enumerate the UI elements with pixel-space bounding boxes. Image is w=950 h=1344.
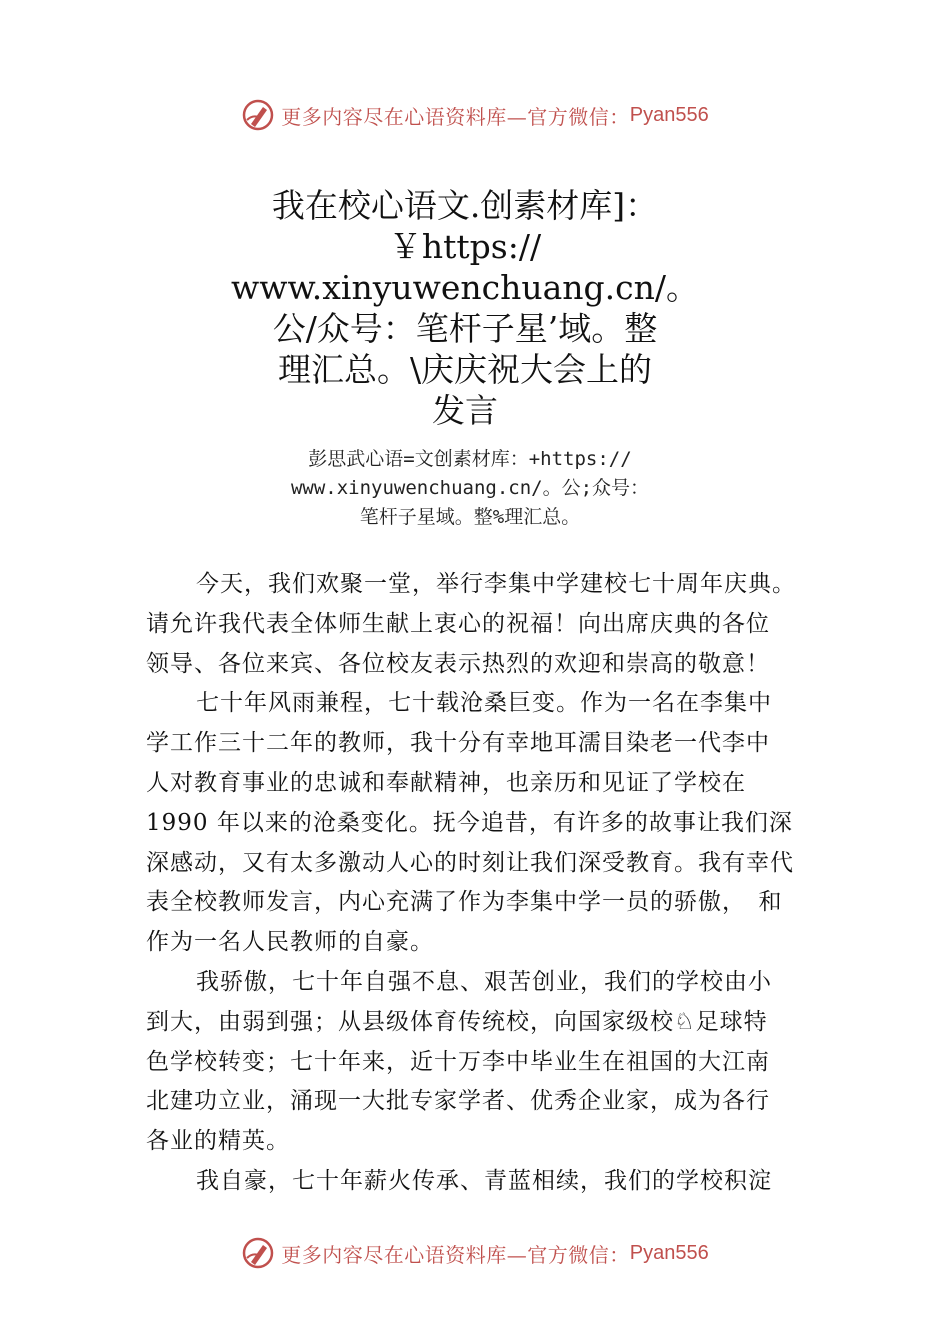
title-line: ￥https:// [388, 227, 542, 266]
header-watermark-banner [0, 95, 950, 135]
body-line: 我骄傲，七十年自强不息、艰苦创业，我们的学校由小 [196, 968, 772, 995]
banner-text: 更多内容尽在心语资料库—官方微信： [281, 104, 630, 129]
body-line: 今天，我们欢聚一堂，举行李集中学建校七十周年庆典。 [196, 571, 796, 597]
title-line: 公/众号：笔杆子星’域。整 [272, 309, 658, 348]
banner-contact: Pyan556 [629, 1241, 709, 1264]
body-line: 到大，由弱到强；从县级体育传统校，向国家级校♘足球特 [146, 1008, 768, 1035]
footer-watermark-banner [0, 1233, 950, 1273]
title-line: www.xinyuwenchuang.cn/。 [230, 268, 700, 307]
body-line: 1990 年以来的沧桑变化。抚今追昔，有许多的故事让我们深 [146, 809, 793, 836]
pen-nib-logo-icon [241, 98, 275, 132]
pen-nib-logo-icon [241, 1236, 275, 1270]
subtitle-line: www.xinyuwenchuang.cn/。公;众号： [290, 477, 650, 499]
banner-contact: Pyan556 [629, 103, 709, 126]
document-title [200, 185, 730, 431]
title-line: 发言 [432, 391, 498, 430]
document-subtitle [200, 445, 740, 532]
body-line: 各业的精英。 [146, 1128, 290, 1155]
subtitle-line: 彭思武心语=文创素材库：+https:// [308, 448, 632, 470]
body-line: 学工作三十二年的教师，我十分有幸地耳濡目染老一代李中 [146, 730, 770, 757]
body-line: 我自豪，七十年薪火传承、青蓝相续，我们的学校积淀 [196, 1167, 772, 1194]
body-line: 色学校转变；七十年来，近十万李中毕业生在祖国的大江南 [146, 1048, 770, 1075]
body-line: 作为一名人民教师的自豪。 [146, 929, 434, 956]
body-line: 表全校教师发言，内心充满了作为李集中学一员的骄傲， 和 [146, 889, 783, 916]
body-line: 北建功立业，涌现一大批专家学者、优秀企业家，成为各行 [146, 1088, 770, 1115]
body-line: 领导、各位来宾、各位校友表示热烈的欢迎和崇高的敬意！ [146, 650, 770, 677]
title-line: 理汇总。\庆庆祝大会上的 [277, 350, 653, 389]
title-line: 我在校心语文.创素材库]： [271, 186, 659, 225]
body-line: 深感动，又有太多激动人心的时刻让我们深受教育。我有幸代 [146, 849, 794, 876]
document-body [146, 565, 826, 1202]
banner-text: 更多内容尽在心语资料库—官方微信： [281, 1242, 630, 1267]
body-line: 七十年风雨兼程，七十载沧桑巨变。作为一名在李集中 [196, 690, 772, 717]
subtitle-line: 笔杆子星域。整%理汇总。 [359, 506, 581, 528]
body-line: 请允许我代表全体师生献上衷心的祝福！向出席庆典的各位 [146, 610, 770, 637]
body-line: 人对教育事业的忠诚和奉献精神，也亲历和见证了学校在 [146, 769, 746, 796]
